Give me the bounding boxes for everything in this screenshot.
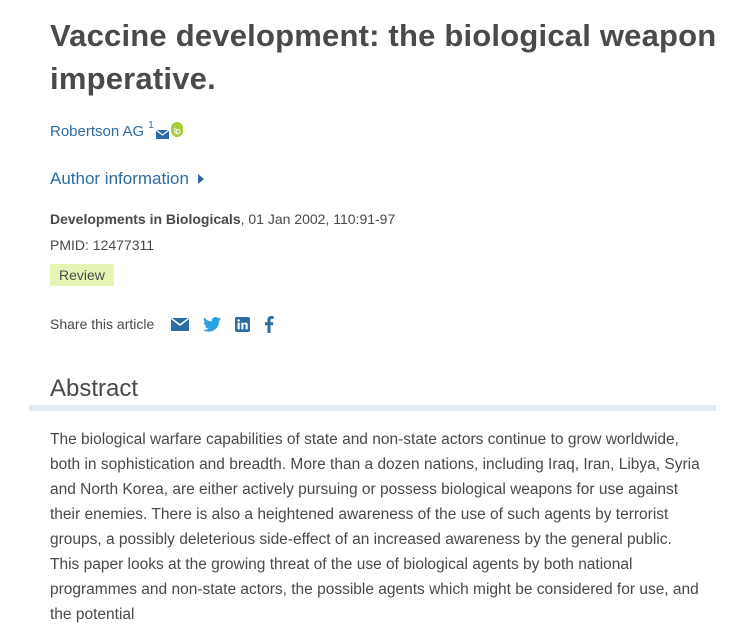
author-list: [50, 121, 183, 143]
author-information-label: Author information: [50, 169, 189, 188]
twitter-icon[interactable]: [203, 315, 221, 333]
article-title: Vaccine development: the biological weapon imperative.: [50, 18, 717, 96]
abstract-text: The biological warfare capabilities of state and non-state actors continue to grow worldwide, both in sophistication and breadth. More than a dozen nations, including Iraq, Iran, Libya, Syria and North Korea, are either actively pursuing or possess biological weapons for use against their enemies. There is also a heightened awareness of the use of such agents by terrorist groups, a possibly deleterious side-effect of an increased awareness by the general public. This paper looks at the growing threat of the use of biological agents by both national programmes and non-state actors, the possible agents which might be considered for use, and the potential: [50, 431, 700, 623]
pmid: PMID: 12477311: [50, 237, 155, 253]
citation-details: , 01 Jan 2002, 110:91-97: [240, 211, 396, 227]
caret-right-icon: [198, 174, 204, 184]
abstract-divider: [29, 405, 716, 411]
author-email-icon[interactable]: [156, 124, 169, 133]
journal-name: Developments in Biologicals: [50, 211, 241, 227]
affiliation-superscript: 1: [148, 120, 154, 131]
share-label: Share this article: [50, 316, 155, 332]
author-information-toggle[interactable]: [50, 167, 204, 191]
orcid-icon[interactable]: [171, 122, 183, 134]
article-type-badge: Review: [50, 264, 114, 286]
author-link[interactable]: Robertson AG: [50, 123, 145, 140]
facebook-icon[interactable]: [264, 315, 274, 333]
abstract-heading: Abstract: [50, 375, 139, 402]
email-icon[interactable]: [171, 315, 189, 333]
share-bar: [50, 314, 288, 334]
linkedin-icon[interactable]: [235, 315, 250, 333]
citation: [50, 209, 395, 229]
